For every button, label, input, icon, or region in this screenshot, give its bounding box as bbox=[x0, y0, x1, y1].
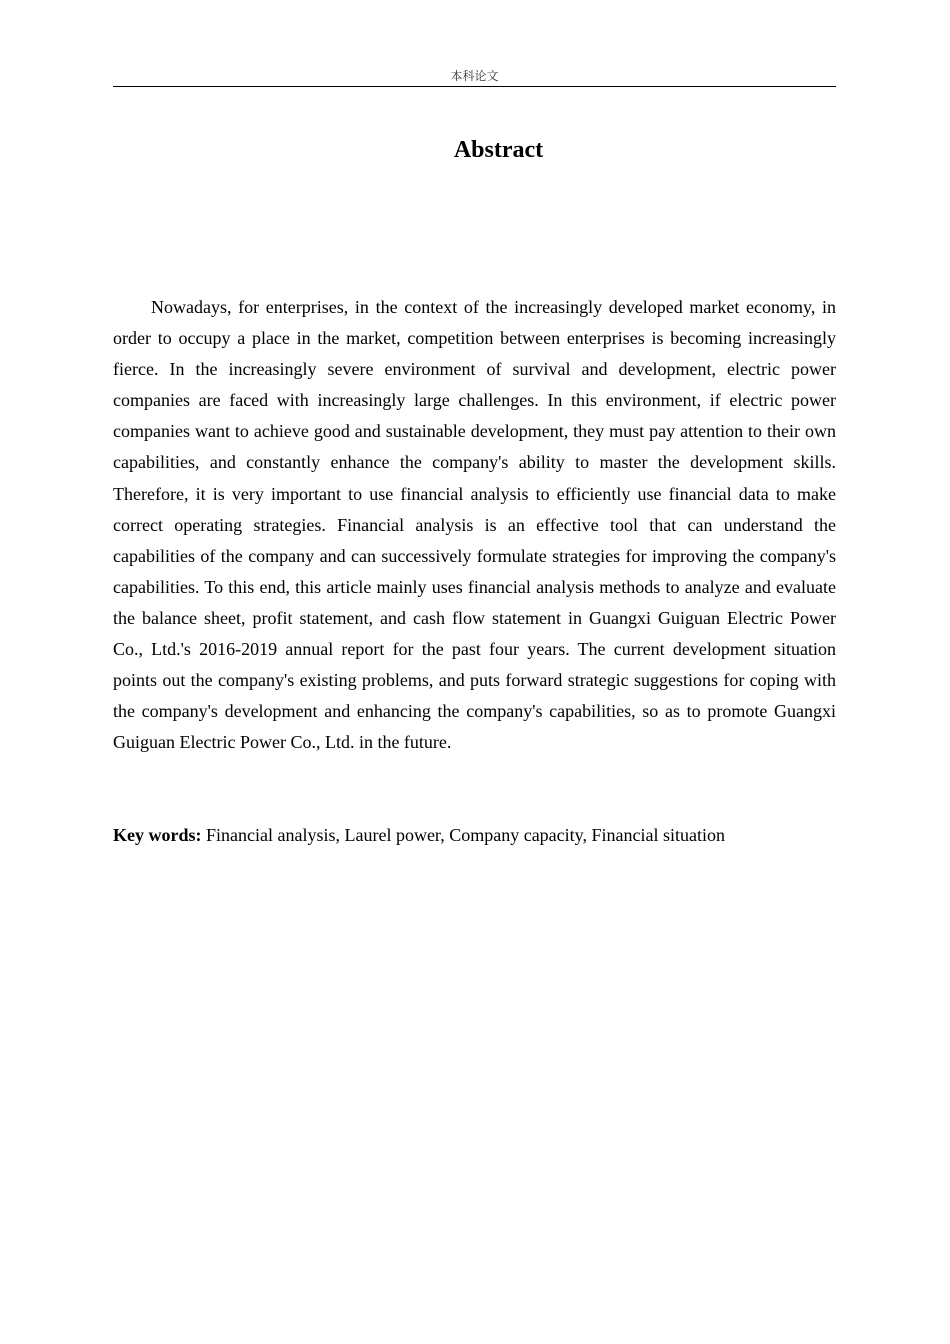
running-header: 本科论文 bbox=[113, 66, 836, 87]
keywords-value: Financial analysis, Laurel power, Company capacity, Financial situation bbox=[206, 825, 725, 845]
keywords-label: Key words: bbox=[113, 825, 202, 845]
page-title: Abstract bbox=[453, 137, 544, 163]
keywords-line bbox=[113, 820, 836, 850]
abstract-paragraph: Nowadays, for enterprises, in the context of the increasingly developed market economy, in order to occupy a place in the market, competition between enterprises is becoming increasingly fierce. In the increasingly severe environment of survival and development, electric power companies are faced with increasingly large challenges. In this environment, if electric power companies want to achieve good and sustainable development, they must pay attention to their own capabilities, and constantly enhance the company's ability to master the development skills. Therefore, it is very important to use financial analysis to efficiently use financial data to make correct operating strategies. Financial analysis is an effective tool that can understand the capabilities of the company and can successively formulate strategies for improving the company's capabilities. To this end, this article mainly uses financial analysis methods to analyze and evaluate the balance sheet, profit statement, and cash flow statement in Guangxi Guiguan Electric Power Co., Ltd.'s 2016-2019 annual report for the past four years. The current development situation points out the company's existing problems, and puts forward strategic suggestions for coping with the company's development and enhancing the company's capabilities, so as to promote Guangxi Guiguan Electric Power Co., Ltd. in the future. bbox=[113, 297, 836, 753]
